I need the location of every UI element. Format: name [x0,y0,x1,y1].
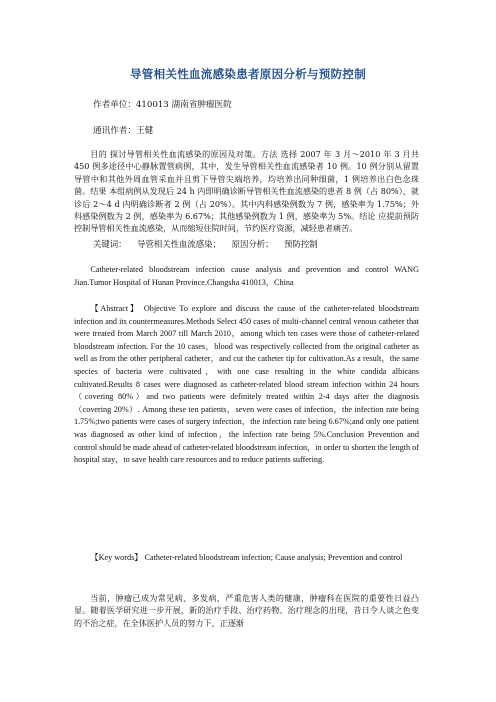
en-keywords: 【Key words】 Catheter-related bloodstream infection; Cause analysis; Prevention and control [90,553,403,562]
cn-abstract: 目的 探讨导管相关性血流感染的原因及对策。方法 选择 2007 年 3 月～2010 年 3 月共 450 例多途径中心静脉置管病例，其中，发生导管相关性血流感染者 10 例。10 例分别从留置导管中和其他外周血管采血并且剪下导管尖端培养，均培养出同种细菌，1 例培养出白色念珠菌。结果 本组病例从发现后 24 h 内即明确诊断导管相关性血流感染的患者 8 例（占 80%），就诊后 2～4 d 内明确诊断者 2 例（占 20%）。其中内科感染例数为 7 例，感染率为 1.75%；外科感染例数为 2 例，感染率为 6.67%；其他感染例数为 1 例，感染率为 5%。结论 应提前预防控制导管相关性血流感染，从而缩短住院时间，节约医疗资源，减轻患者痛苦。 [74,149,419,234]
intro-paragraph: 当前，肿瘤已成为常见病、多发病，严重危害人类的健康，肿瘤科在医院的重要性日益凸显。随着医学研究进一步开展，新的治疗手段、治疗药物、治疗理念的出现，昔日令人谈之色变的不治之症，在全体医护人员的努力下，正逐渐 [74,593,419,628]
en-title-affiliation: Catheter-related bloodstream infection cause analysis and prevention and control WANG Jian.Tumor Hospital of Hunan Province.Changsha 410013，China [74,265,419,287]
cn-keyword: 预防控制 [284,239,318,249]
cn-keywords-label: 关键词： [93,239,127,249]
paper-title: 导管相关性血流感染患者原因分析与预防控制 [130,67,366,81]
cn-keyword: 导管相关性血流感染； [137,239,221,249]
corresponding-author: 通讯作者：王健 [93,126,154,136]
en-abstract: 【Abstract】 Objective To explore and discuss the cause of the catheter-related bloodstream infection and its countermeasures.Methods Select 450 cases of multi-channel central venous catheter that were treated from March 2007 till March 2010，among which ten cases were those of catheter-related bloodstream infection. For the 10 cases，blood was respectively collected from the original catheter as well as from the other peripheral catheter，and cut the catheter tip for cultivation.As a result，the same species of bacteria were cultivated，with one case resulting in the white candida albicans cultivated.Results 8 cases were diagnosed as catheter-related blood stream infection within 24 hours（covering 80%）and two patients were definitely treated within 2-4 days after the diagnosis （covering 20%）. Among these ten patients，seven were cases of infection，the infection rate being 1.75%;two patients were cases of surgery infection，the infection rate being 6.67%;and only one patient was diagnosed as other kind of infection，the infection rate being 5%.Conclusion Prevention and control should be made ahead of catheter-related bloodstream infection，in order to shorten the length of hospital stay，to save health care resources and to reduce patients suffering. [74,304,419,465]
cn-keyword: 原因分析； [231,239,274,249]
cn-keywords [93,238,326,250]
author-unit: 作者单位：410013 湖南省肿瘤医院 [93,100,232,110]
